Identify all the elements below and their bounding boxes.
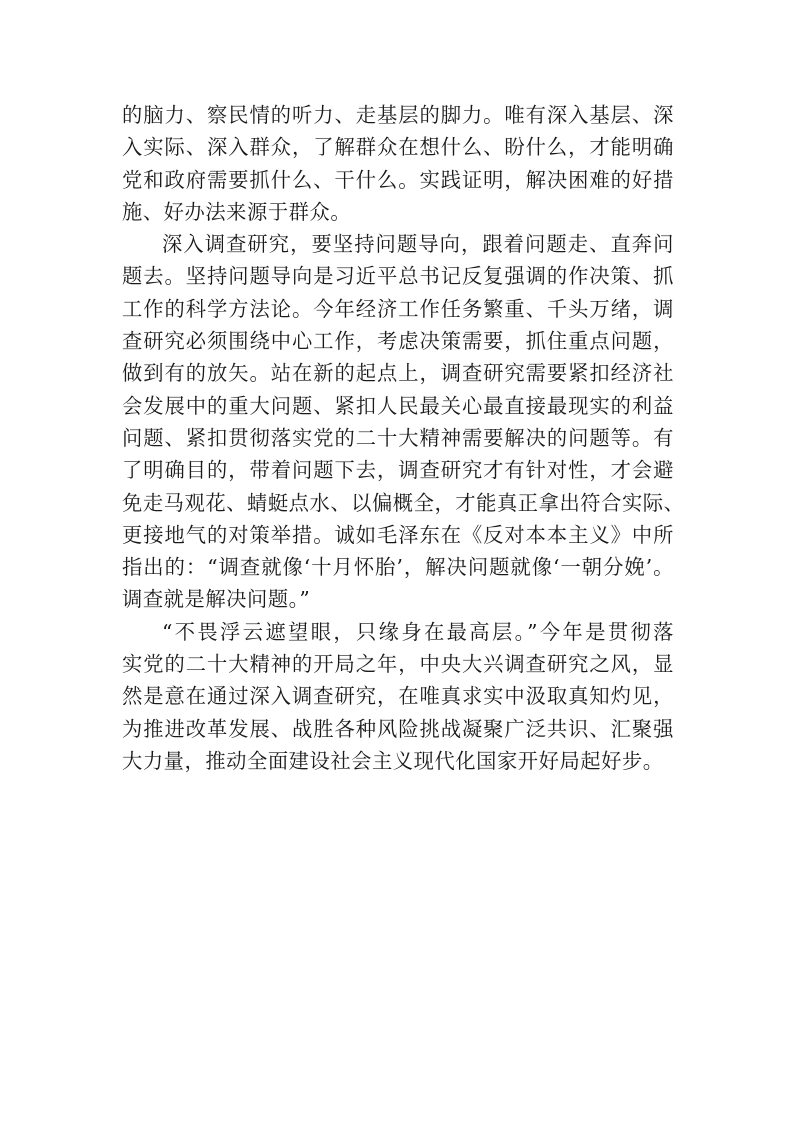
text-line: 深入调查研究，要坚持问题导向，跟着问题走、直奔问: [162, 232, 674, 257]
text-line: 指出的：“调查就像‘十月怀胎’，解决问题就像‘一朝分娩’。: [122, 555, 674, 580]
text-line: 为推进改革发展、战胜各种风险挑战凝聚广泛共识、汇聚强: [122, 716, 674, 741]
text-line: 会发展中的重大问题、紧扣人民最关心最直接最现实的利益: [122, 393, 674, 418]
text-line: 查研究必须围绕中心工作，考虑决策需要，抓住重点问题，: [122, 329, 674, 354]
text-line: 的脑力、察民情的听力、走基层的脚力。唯有深入基层、深: [122, 103, 674, 127]
paragraph-3: [122, 616, 674, 777]
text-line: 更接地气的对策举措。诚如毛泽东在《反对本本主义》中所: [122, 522, 674, 547]
article-body: [122, 99, 685, 777]
text-line: 了明确目的，带着问题下去，调查研究才有针对性，才会避: [122, 458, 674, 483]
text-line: 大力量，推动全面建设社会主义现代化国家开好局起好步。: [122, 748, 664, 773]
text-line: 免走马观花、蜻蜓点水、以偏概全，才能真正拿出符合实际、: [122, 490, 685, 515]
paragraph-2: [122, 228, 685, 616]
text-line: 工作的科学方法论。今年经济工作任务繁重、千头万绪，调: [122, 296, 674, 321]
text-line: 然是意在通过深入调查研究，在唯真求实中汲取真知灼见，: [122, 684, 674, 709]
text-line: 做到有的放矢。站在新的起点上，调查研究需要紧扣经济社: [122, 361, 674, 386]
text-line: 施、好办法来源于群众。: [122, 199, 352, 224]
text-line: “不畏浮云遮望眼，只缘身在最高层。”今年是贯彻落: [162, 619, 674, 644]
paragraph-1: [122, 99, 674, 228]
text-line: 党和政府需要抓什么、干什么。实践证明，解决困难的好措: [122, 167, 674, 192]
text-line: 实党的二十大精神的开局之年，中央大兴调查研究之风，显: [122, 652, 674, 677]
text-line: 题去。坚持问题导向是习近平总书记反复强调的作决策、抓: [122, 264, 674, 289]
text-line: 问题、紧扣贯彻落实党的二十大精神需要解决的问题等。有: [122, 425, 674, 450]
text-line: 入实际、深入群众，了解群众在想什么、盼什么，才能明确: [122, 135, 674, 160]
text-line: 调查就是解决问题。”: [122, 587, 311, 612]
